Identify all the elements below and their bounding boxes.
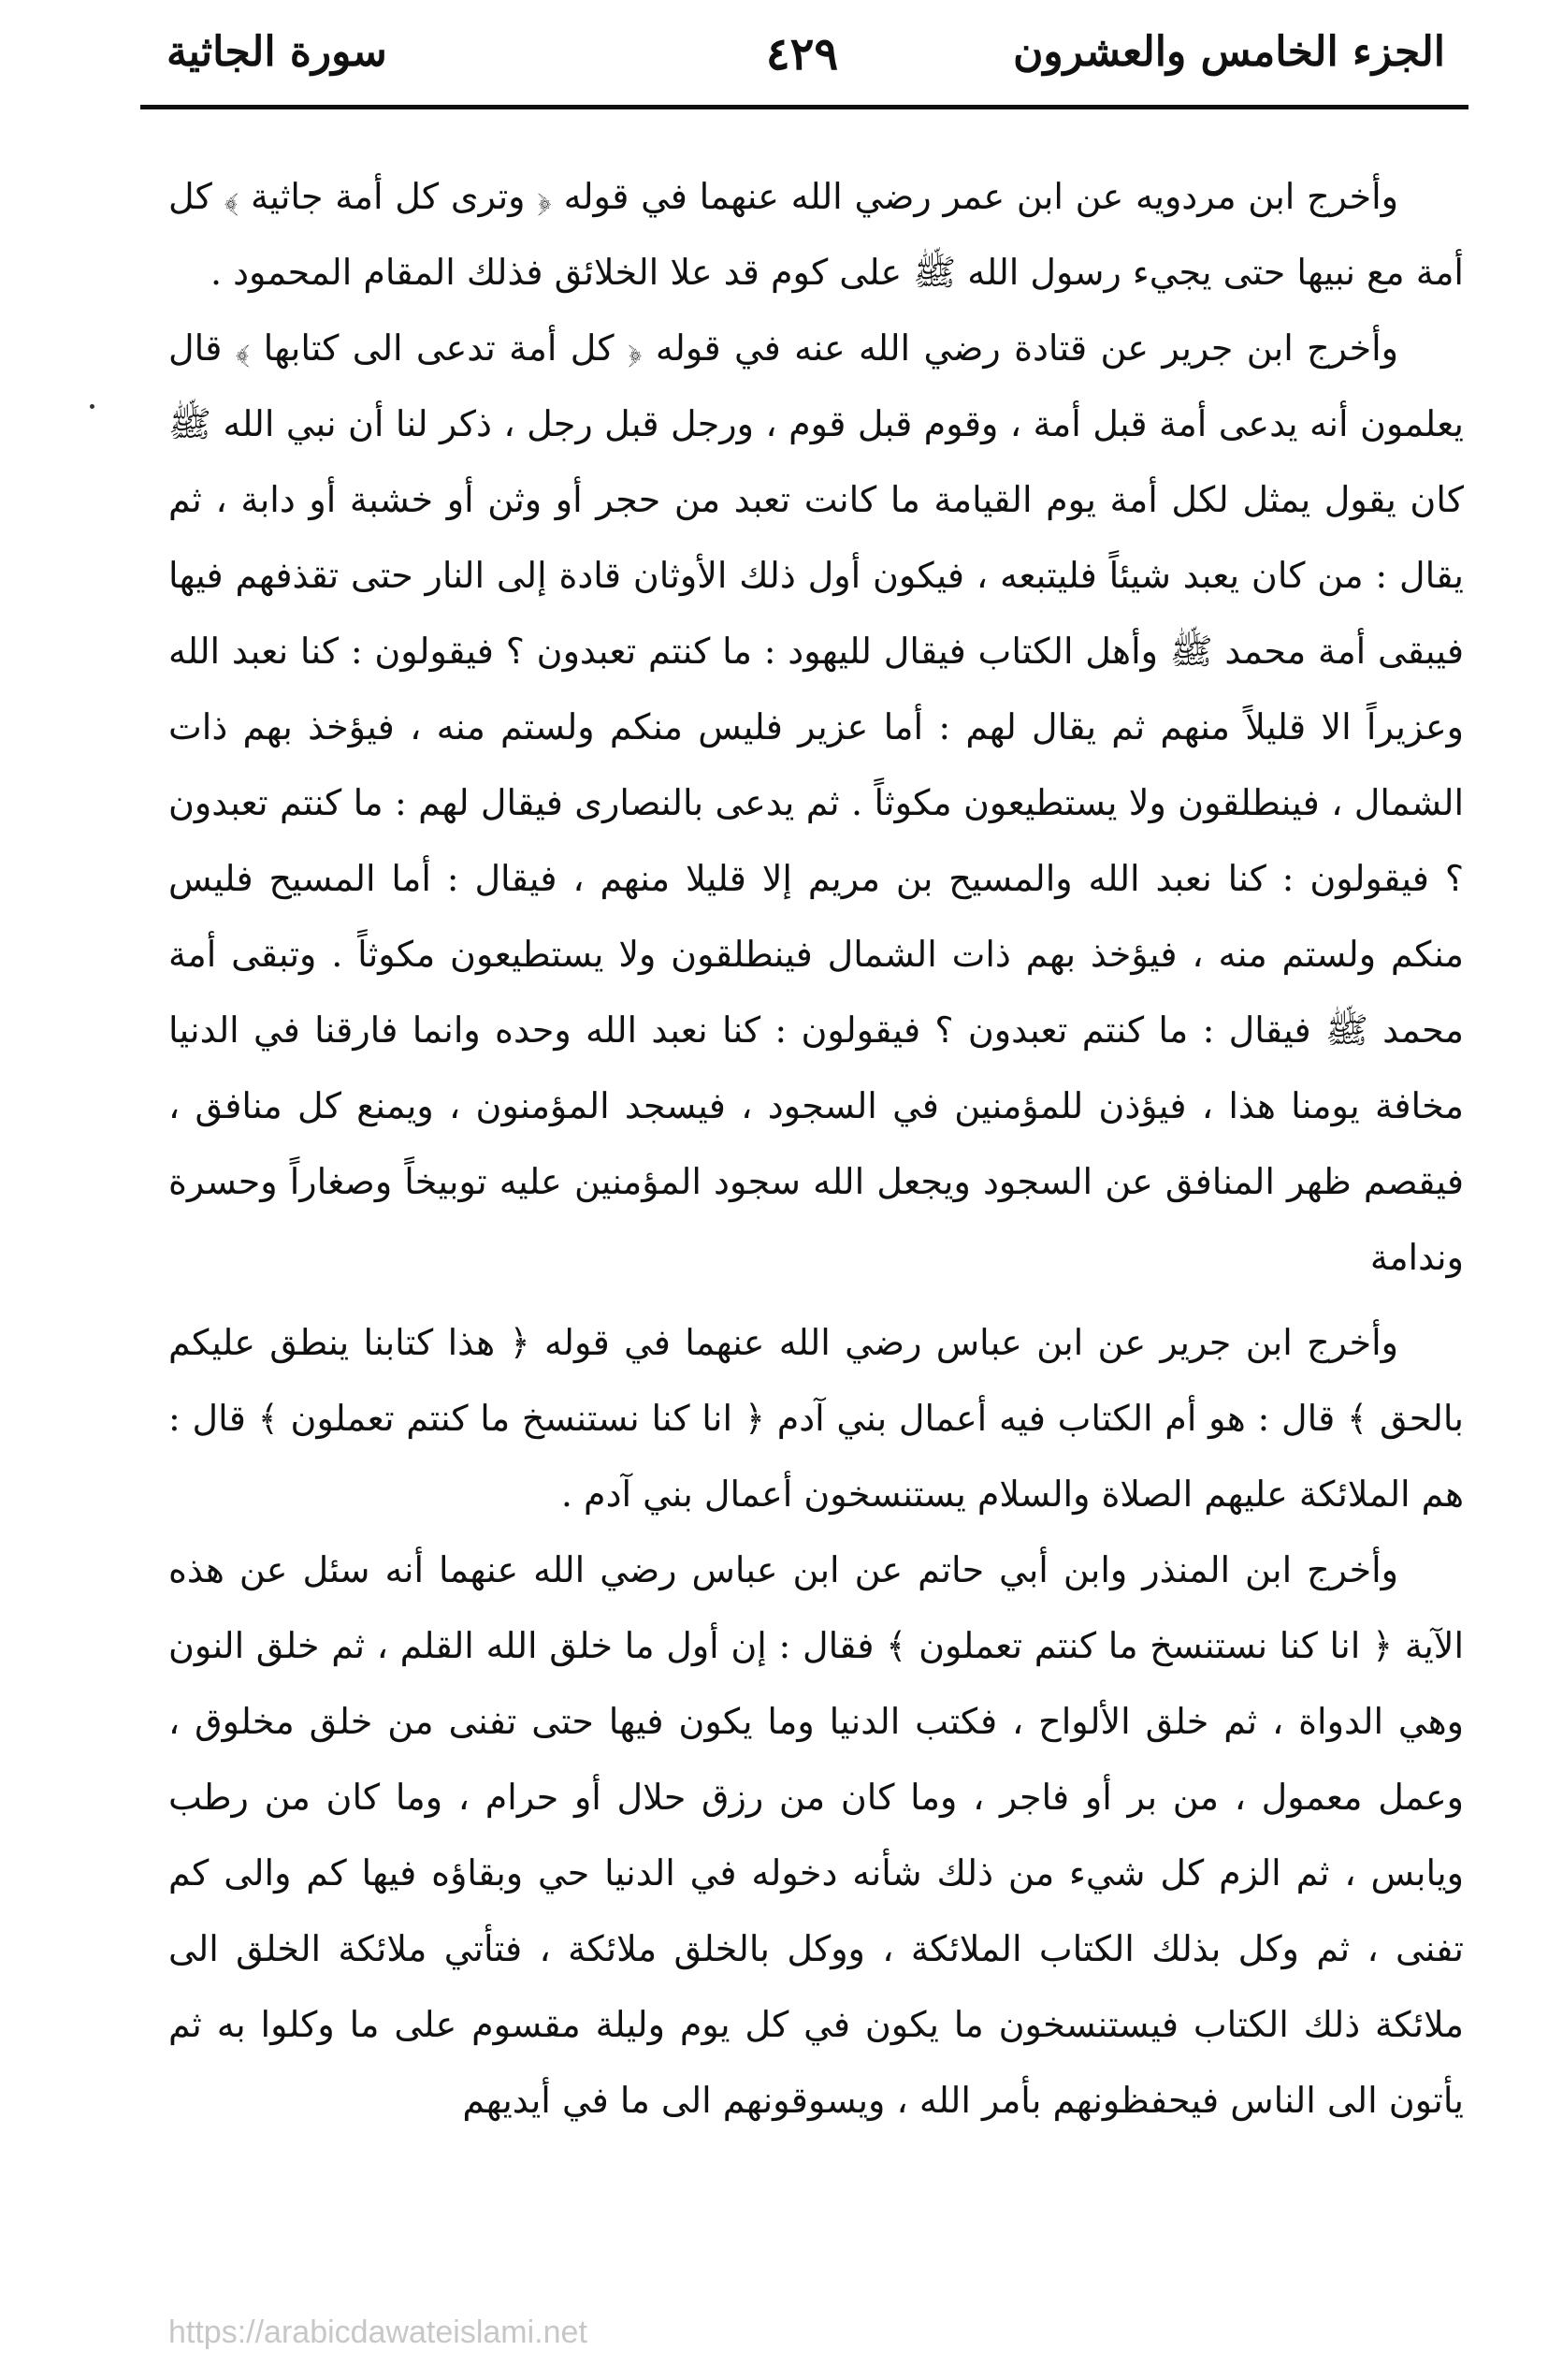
paragraph: وأخرج ابن جرير عن ابن عباس رضي الله عنهما في قوله ﴿ هذا كتابنا ينطق عليكم بالحق ﴾ قال : هو أم الكتاب فيه أعمال بني آدم ﴿ انا كنا نستنسخ ما كنتم تعملون ﴾ قال : هم الملائكة عليهم الصلاة والسلام يستنسخون أعمال بني آدم . <box>168 1322 1464 1515</box>
page-number: ٤٢٩ <box>765 28 839 80</box>
paragraph: وأخرج ابن مردويه عن ابن عمر رضي الله عنهما في قوله ﴿ وترى كل أمة جاثية ﴾ كل أمة مع نبيها حتى يجيء رسول الله ﷺ على كوم قد علا الخلائق فذلك المقام المحمود . <box>168 176 1464 293</box>
running-head-part: الجزء الخامس والعشرون <box>1013 28 1445 76</box>
stray-ink-dot <box>90 404 94 409</box>
paragraph: وأخرج ابن المنذر وابن أبي حاتم عن ابن عباس رضي الله عنهما أنه سئل عن هذه الآية ﴿ انا كنا نستنسخ ما كنتم تعملون ﴾ فقال : إن أول ما خلق الله القلم ، ثم خلق النون وهي الدواة ، ثم خلق الألواح ، فكتب الدنيا وما يكون فيها حتى تفنى من خلق مخلوق ، وعمل معمول ، من بر أو فاجر ، وما كان من رزق حلال أو حرام ، وما كان من رطب ويابس ، ثم الزم كل شيء من ذلك شأنه دخوله في الدنيا حي وبقاؤه فيها كم والى كم تفنى ، ثم وكل بذلك الكتاب الملائكة ، ووكل بالخلق ملائكة ، فتأتي ملائكة الخلق الى ملائكة ذلك الكتاب فيستنسخون ما يكون في كل يوم وليلة مقسوم على ما وكلوا به ثم يأتون الى الناس فيحفظونهم بأمر الله ، ويسوقونهم الى ما في أيديهم <box>168 1549 1464 2121</box>
watermark-url: https://arabicdawateislami.net <box>168 2315 587 2350</box>
header-rule <box>140 105 1468 109</box>
page-header <box>140 19 1464 108</box>
paragraph: وأخرج ابن جرير عن قتادة رضي الله عنه في قوله ﴿ كل أمة تدعى الى كتابها ﴾ قال يعلمون أنه يدعى أمة قبل أمة ، وقوم قبل قوم ، ورجل قبل رجل ، ذكر لنا أن نبي الله ﷺ كان يقول يمثل لكل أمة يوم القيامة ما كانت تعبد من حجر أو وثن أو خشبة أو دابة ، ثم يقال : من كان يعبد شيئاً فليتبعه ، فيكون أول ذلك الأوثان قادة إلى النار حتى تقذفهم فيها فيبقى أمة محمد ﷺ وأهل الكتاب فيقال لليهود : ما كنتم تعبدون ؟ فيقولون : كنا نعبد الله وعزيراً الا قليلاً منهم ثم يقال لهم : أما عزير فليس منكم ولستم منه ، فيؤخذ بهم ذات الشمال ، فينطلقون ولا يستطيعون مكوثاً . ثم يدعى بالنصارى فيقال لهم : ما كنتم تعبدون ؟ فيقولون : كنا نعبد الله والمسيح بن مريم إلا قليلا منهم ، فيقال : أما المسيح فليس منكم ولستم منه ، فيؤخذ بهم ذات الشمال فينطلقون ولا يستطيعون مكوثاً . وتبقى أمة محمد ﷺ فيقال : ما كنتم تعبدون ؟ فيقولون : كنا نعبد الله وحده وانما فارقنا في الدنيا مخافة يومنا هذا ، فيؤذن للمؤمنين في السجود ، فيسجد المؤمنون ، ويمنع كل منافق ، فيقصم ظهر المنافق عن السجود ويجعل الله سجود المؤمنين عليه توبيخاً وصغاراً وحسرة وندامة <box>168 327 1464 1278</box>
body-text <box>168 159 1464 2139</box>
running-head-surah: سورة الجاثية <box>166 28 387 76</box>
